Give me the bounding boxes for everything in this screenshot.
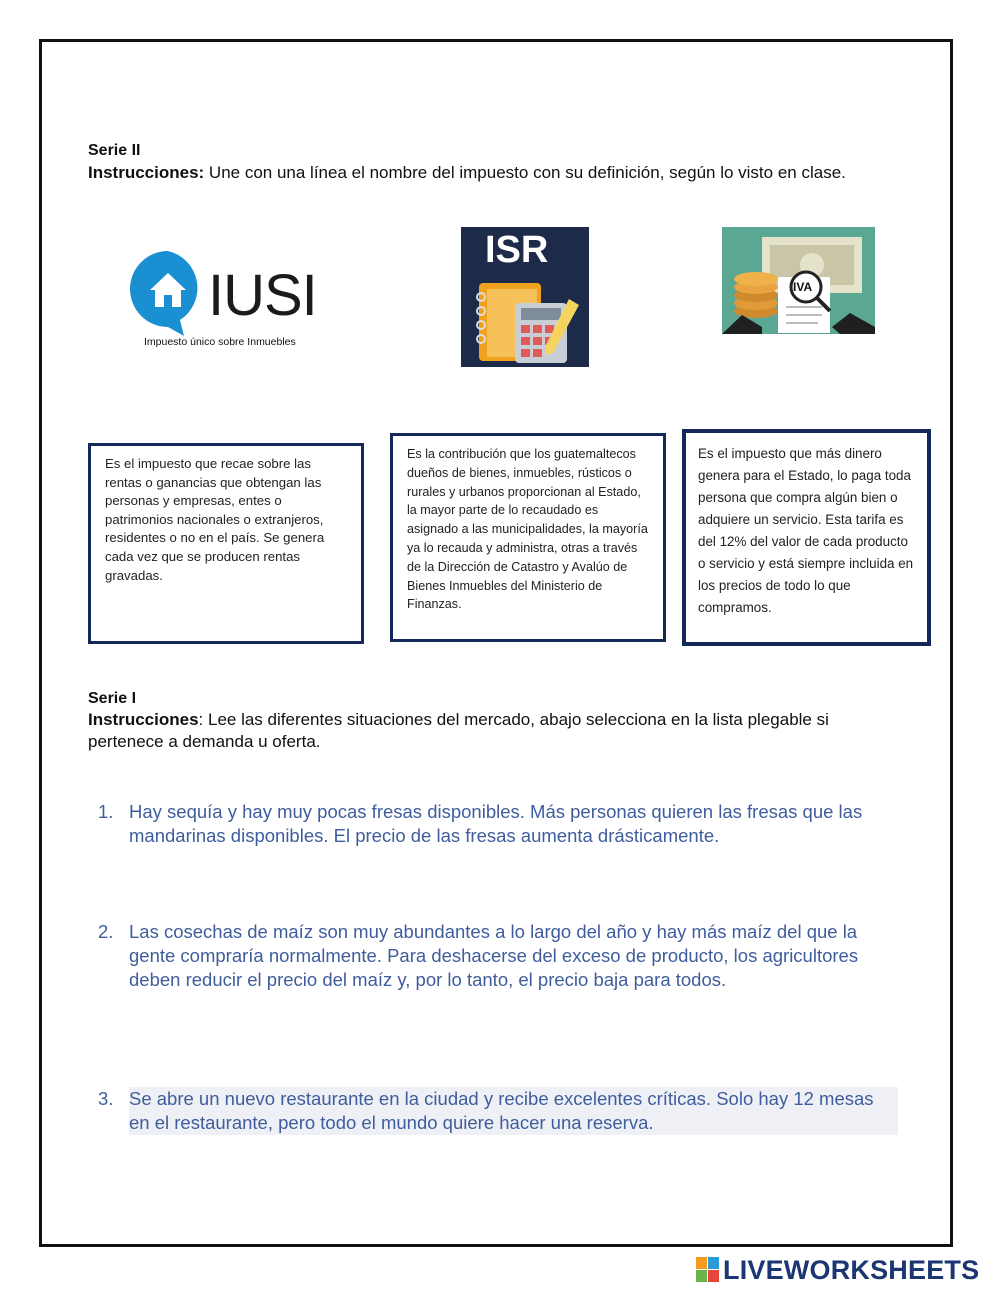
instructions-label: Instrucciones: — [88, 163, 205, 182]
isr-logo-name: ISR — [485, 229, 549, 271]
definition-box-2[interactable] — [390, 433, 666, 642]
situation-item-2 — [98, 920, 898, 992]
situation-item-1 — [98, 800, 898, 848]
definition-box-1[interactable] — [88, 443, 364, 644]
isr-logo — [461, 227, 589, 367]
situation-item-3 — [98, 1087, 898, 1135]
definition-box-3[interactable] — [682, 429, 931, 646]
iusi-logo-subtitle: Impuesto único sobre Inmuebles — [144, 336, 296, 348]
situation-text: Hay sequía y hay muy pocas fresas disponibles. Más personas quieren las fresas que las mandarinas disponibles. El precio de las fresas aumenta drásticamente. — [129, 801, 863, 846]
iva-logo — [722, 227, 875, 334]
situation-number: 2. — [98, 921, 114, 942]
serie-ii-title: Serie II — [88, 142, 141, 159]
instructions-text: Une con una línea el nombre del impuesto con su definición, según lo visto en clase. — [204, 163, 846, 182]
serie-i-instructions — [88, 709, 908, 753]
notebook-calculator-icon — [469, 275, 585, 365]
liveworksheets-logo[interactable] — [696, 1256, 979, 1284]
iva-logo-name: IVA — [793, 280, 813, 294]
instructions-label: Instrucciones — [88, 710, 199, 729]
definition-text: Es el impuesto que recae sobre las rentas o ganancias que obtengan las personas y empresas, entes o patrimonios nacionales o extranjeros, residentes o no en el país. Se genera cada vez que se producen rentas gravadas. — [105, 456, 325, 583]
definition-text: Es el impuesto que más dinero genera para el Estado, lo paga toda persona que compra algún bien o adquiere un servicio. Esta tarifa es del 12% del valor de cada producto o servicio y está siempre incluida en los precios de todo lo que compramos. — [698, 446, 914, 615]
serie-ii-instructions — [88, 162, 908, 184]
liveworksheets-text: LIVEWORKSHEETS — [723, 1254, 980, 1285]
iusi-logo — [128, 246, 318, 356]
situation-number: 1. — [98, 801, 114, 822]
serie-i-title: Serie I — [88, 690, 137, 707]
liveworksheets-blocks-icon — [696, 1257, 720, 1283]
iusi-logo-name: IUSI — [208, 263, 317, 328]
situation-text: Las cosechas de maíz son muy abundantes a lo largo del año y hay más maíz del que la gente compraría normalmente. Para deshacerse del exceso de producto, los agricultores deben reducir el precio del maíz y, por lo tanto, el precio baja para todos. — [129, 921, 859, 990]
instructions-text: : Lee las diferentes situaciones del mercado, abajo selecciona en la lista plegable si pertenece a demanda u oferta. — [88, 710, 829, 751]
definition-text: Es la contribución que los guatemaltecos dueños de bienes, inmuebles, rústicos o rurales y urbanos proporcionan al Estado, la mayor parte de lo recaudado es asignado a las municipalidades, la mayoría ya lo recauda y administra, otras a través de la Dirección de Catastro y Avalúo de Bienes Inmuebles del Ministerio de Finanzas. — [407, 447, 648, 612]
situation-number: 3. — [98, 1088, 114, 1109]
situation-text: Se abre un nuevo restaurante en la ciudad y recibe excelentes críticas. Solo hay 12 mesas en el restaurante, pero todo el mundo quiere hacer una reserva. — [129, 1087, 898, 1135]
